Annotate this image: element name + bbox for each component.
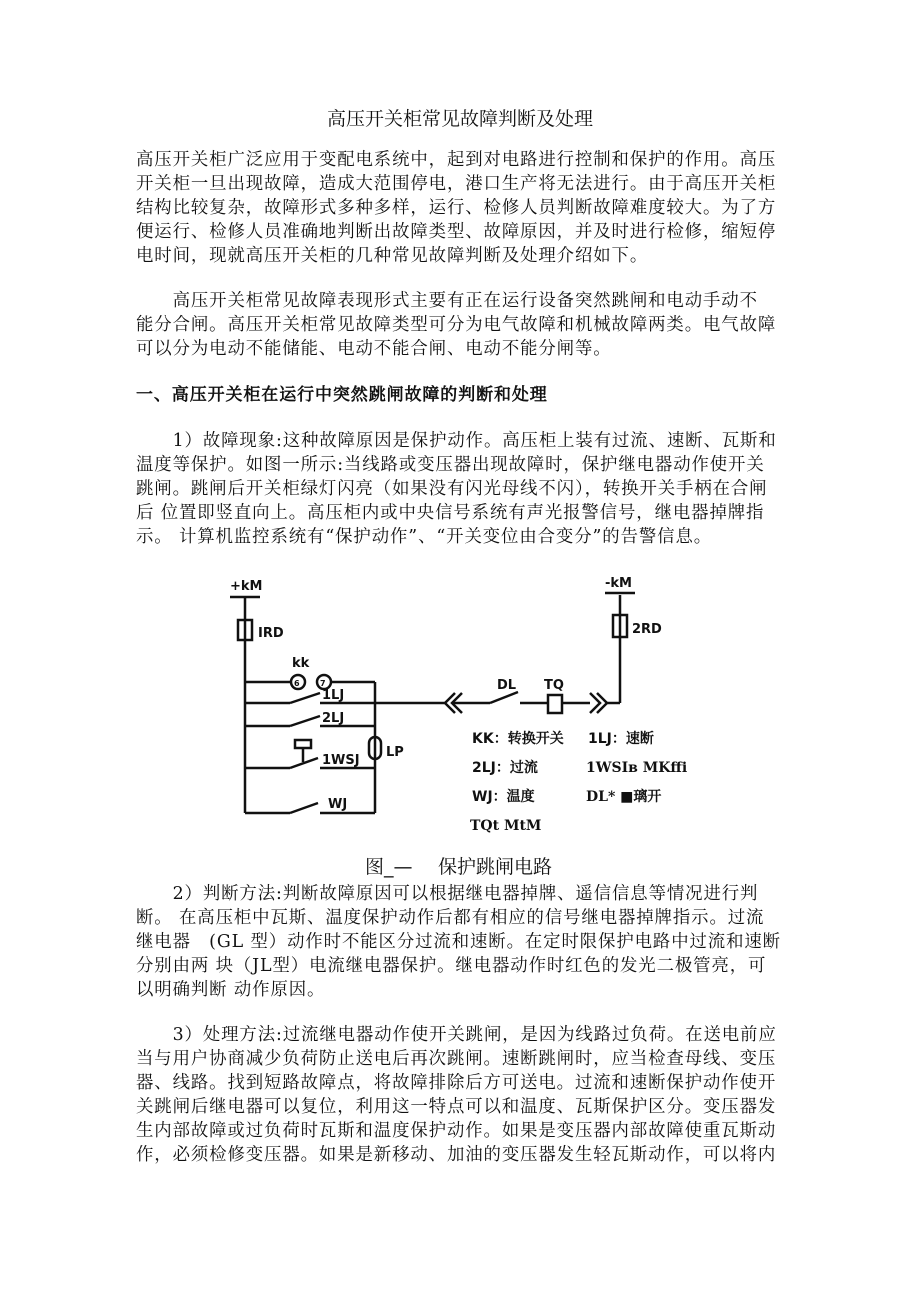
figure-number: 图_—	[365, 856, 413, 878]
text-line: 跳闸。跳闸后开关柜绿灯闪亮（如果没有闪光母线不闪），转换开关手柄在合闸	[136, 479, 768, 499]
text-line: 关跳闸后继电器可以复位，利用这一特点可以和温度、瓦斯保护区分。变压器发	[136, 1097, 777, 1117]
legend-1wsj: 1WSIʙ MKffi	[586, 760, 688, 776]
text-line: 生内部故障或过负荷时瓦斯和温度保护动作。如果是变压器内部故障使重瓦斯动	[136, 1121, 777, 1141]
text-line: 1）故障现象:这种故障原因是保护动作。高压柜上装有过流、速断、瓦斯和	[136, 431, 777, 451]
text-line: 当与用户协商减少负荷防止送电后再次跳闸。速断跳闸时，应当检查母线、变压	[136, 1049, 777, 1069]
breaker-dl-label: DL	[497, 678, 517, 693]
legend-dl: DL* ■璃开	[586, 789, 662, 805]
text-line: 3）处理方法:过流继电器动作使开关跳闸，是因为线路过负荷。在送电前应	[136, 1025, 777, 1045]
negative-bus-label: -kM	[605, 576, 632, 591]
text-line: 温度等保护。如图一所示:当线路或变压器出现故障时，保护继电器动作使开关	[136, 455, 765, 475]
contact-7-label: 7	[320, 679, 326, 688]
relay-1lj-label: 1LJ	[322, 688, 345, 703]
text-line: 结构比较复杂，故障形式多种多样，运行、检修人员判断故障难度较大。为了方	[136, 198, 777, 218]
legend-wj: WJ：温度	[472, 789, 535, 805]
text-line: 作，必须检修变压器。如果是新移动、加油的变压器发生轻瓦斯动作，可以将内	[136, 1145, 777, 1165]
fuse-1rd-label: IRD	[258, 626, 284, 641]
text-line: 断。 在高压柜中瓦斯、温度保护动作后都有相应的信号继电器掉牌指示。过流	[136, 908, 765, 928]
text-line: 器、线路。找到短路故障点，将故障排除后方可送电。过流和速断保护动作使开	[136, 1073, 777, 1093]
relay-2lj-label: 2LJ	[322, 711, 345, 726]
text-line: 继电器 (GL 型）动作时不能区分过流和速断。在定时限保护电路中过流和速断	[136, 932, 781, 952]
figure-caption: 保护跳闸电路	[438, 856, 553, 878]
text-line: 电时间，现就高压开关柜的几种常见故障判断及处理介绍如下。	[136, 246, 649, 266]
text-line: 可以分为电动不能储能、电动不能合闸、电动不能分闸等。	[136, 339, 612, 359]
legend-2lj: 2LJ：过流	[472, 760, 538, 776]
positive-bus-label: +kM	[230, 579, 263, 594]
text-line: 能分合闸。高压开关柜常见故障类型可分为电气故障和机械故障两类。电气故障	[136, 315, 777, 335]
text-line: 后 位置即竖直向上。高压柜内或中央信号系统有声光报警信号，继电器掉牌指	[136, 503, 765, 523]
lamp-lp-label: LP	[386, 745, 404, 760]
text-line: 高压开关柜常见故障表现形式主要有正在运行设备突然跳闸和电动手动不	[136, 291, 758, 311]
fuse-2rd-label: 2RD	[632, 622, 662, 637]
text-line: 开关柜一旦出现故障，造成大范围停电，港口生产将无法进行。由于高压开关柜	[136, 174, 777, 194]
relay-1wsj-label: 1WSJ	[322, 753, 360, 768]
document-title: 高压开关柜常见故障判断及处理	[326, 108, 593, 130]
section-heading-1: 一、高压开关柜在运行中突然跳闸故障的判断和处理	[136, 385, 548, 405]
trip-coil-tq-label: TQ	[544, 678, 564, 693]
legend-1lj: 1LJ：速断	[588, 731, 654, 747]
text-line: 高压开关柜广泛应用于变配电系统中，起到对电路进行控制和保护的作用。高压	[136, 150, 777, 170]
text-line: 分别由两 块（JL型）电流继电器保护。继电器动作时红色的发光二极管亮，可	[136, 956, 767, 976]
relay-wj-label: WJ	[328, 797, 348, 812]
contact-6-label: 6	[294, 679, 300, 688]
kk-switch-label: kk	[292, 656, 310, 671]
legend-tq: TQt MtM	[470, 818, 542, 834]
text-line: 示。 计算机监控系统有“保护动作”、“开关变位由合变分”的告警信息。	[136, 527, 713, 547]
text-line: 2）判断方法:判断故障原因可以根据继电器掉牌、遥信信息等情况进行判	[136, 884, 759, 904]
text-line: 以明确判断 动作原因。	[136, 980, 326, 1000]
legend-kk: KK：转换开关	[472, 731, 564, 747]
protection-trip-circuit-diagram	[200, 565, 720, 855]
text-line: 便运行、检修人员准确地判断出故障类型、故障原因，并及时进行检修，缩短停	[136, 222, 777, 242]
